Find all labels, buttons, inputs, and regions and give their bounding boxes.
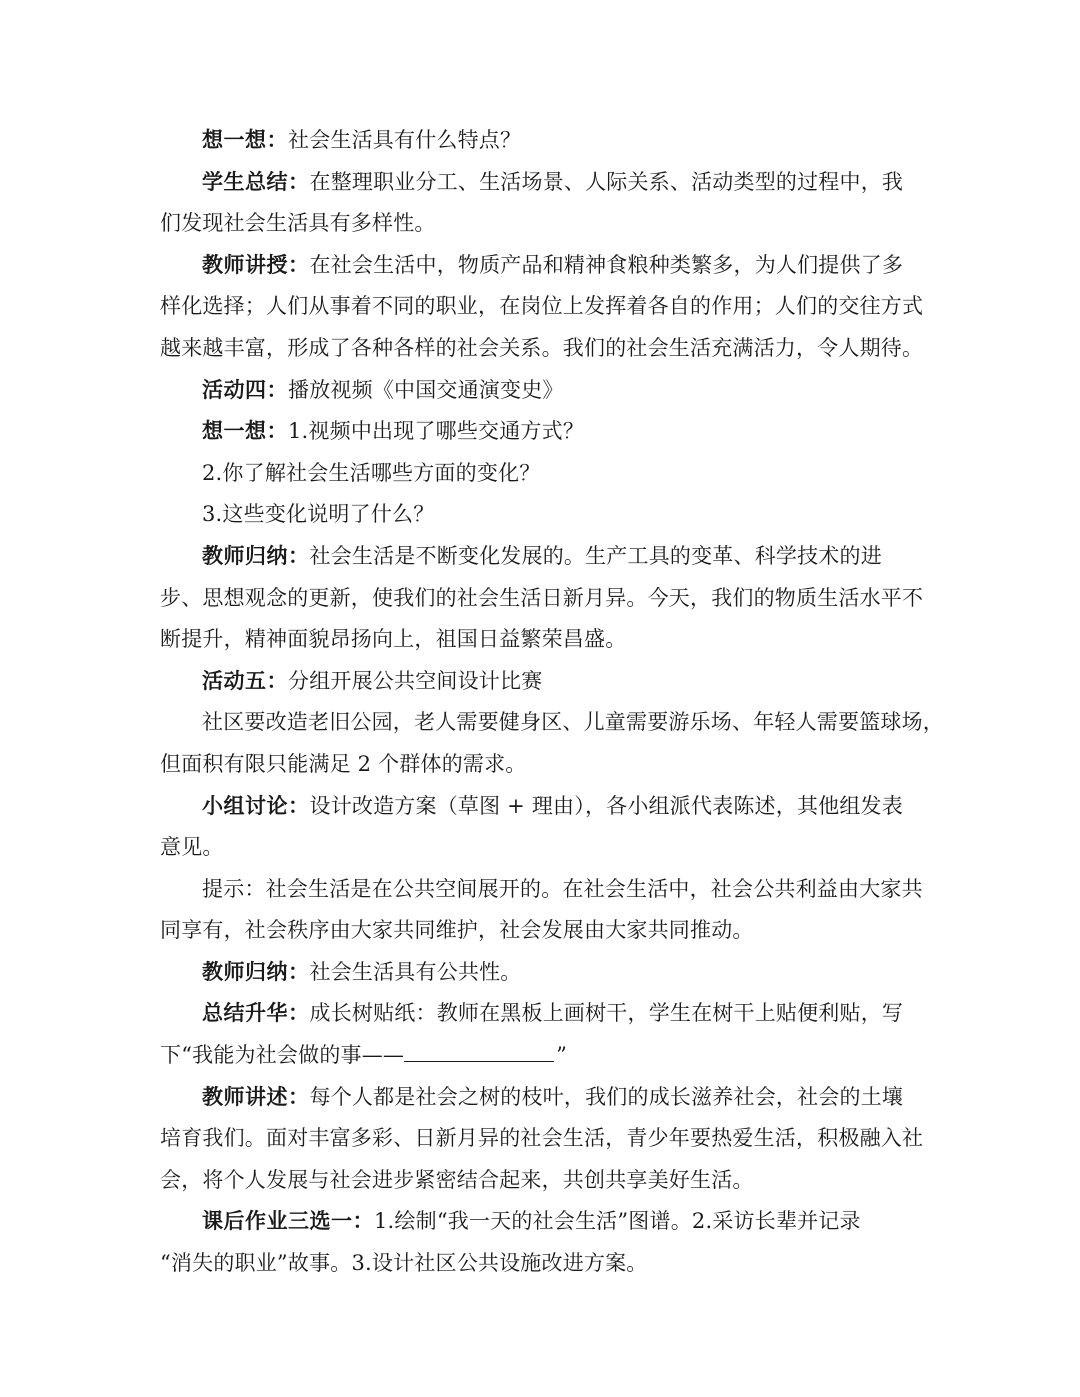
line-text: 越来越丰富，形成了各种各样的社会关系。我们的社会生活充满活力，令人期待。 xyxy=(160,335,924,360)
paragraph-line xyxy=(160,661,940,703)
line-text: 步、思想观念的更新，使我们的社会生活日新月异。今天，我们的物质生活水平不 xyxy=(160,585,924,610)
paragraph-line xyxy=(160,952,940,994)
paragraph-line xyxy=(160,328,940,370)
paragraph-line xyxy=(160,1243,940,1285)
paragraph-line xyxy=(160,1160,940,1202)
line-text: 成长树贴纸：教师在黑板上画树干，学生在树干上贴便利贴，写 xyxy=(309,1001,904,1026)
line-text: 每个人都是社会之树的枝叶，我们的成长滋养社会，社会的土壤 xyxy=(309,1084,904,1109)
section-label: 小组讨论： xyxy=(202,793,310,818)
section-label: 活动五： xyxy=(202,668,288,693)
line-text: 社会生活具有公共性。 xyxy=(309,959,522,984)
paragraph-line xyxy=(160,245,940,287)
section-label: 总结升华： xyxy=(202,1001,310,1026)
line-text: 培育我们。面对丰富多彩、日新月异的社会生活，青少年要热爱生活，积极融入社 xyxy=(160,1126,924,1151)
paragraph-line xyxy=(160,162,940,204)
line-text: 1.视频中出现了哪些交通方式？ xyxy=(288,419,585,444)
section-label: 课后作业三选一： xyxy=(202,1209,374,1234)
line-text: 播放视频《中国交通演变史》 xyxy=(288,377,564,402)
line-text: 分组开展公共空间设计比赛 xyxy=(288,668,543,693)
line-text: 在整理职业分工、生活场景、人际关系、活动类型的过程中，我 xyxy=(309,169,904,194)
paragraph-line xyxy=(160,453,940,495)
line-text: “消失的职业”故事。3.设计社区公共设施改进方案。 xyxy=(160,1251,648,1276)
paragraph-line xyxy=(160,910,940,952)
line-text: 社会生活具有什么特点？ xyxy=(288,128,522,152)
paragraph-line xyxy=(160,702,944,744)
paragraph-line xyxy=(160,786,940,828)
paragraph-line xyxy=(160,370,940,412)
paragraph-line xyxy=(160,286,940,328)
section-label: 教师归纳： xyxy=(202,543,310,568)
section-label: 教师讲授： xyxy=(202,252,310,277)
line-text: 社区要改造老旧公园，老人需要健身区、儿童需要游乐场、年轻人需要篮球场， xyxy=(202,710,944,735)
paragraph-line xyxy=(160,203,940,245)
line-text: 在社会生活中，物质产品和精神食粮种类繁多，为人们提供了多 xyxy=(309,252,904,277)
paragraph-line xyxy=(160,120,940,162)
document-page xyxy=(160,120,944,1285)
line-text: 2.你了解社会生活哪些方面的变化？ xyxy=(202,460,541,485)
section-label: 教师讲述： xyxy=(202,1084,310,1109)
closing-quote: ” xyxy=(556,1043,568,1068)
paragraph-line xyxy=(160,744,940,786)
line-text: 会，将个人发展与社会进步紧密结合起来，共创共享美好生活。 xyxy=(160,1167,754,1192)
paragraph-line xyxy=(160,411,940,453)
section-label: 活动四： xyxy=(202,377,288,402)
paragraph-line xyxy=(160,1201,940,1243)
line-text: 样化选择；人们从事着不同的职业，在岗位上发挥着各自的作用；人们的交往方式 xyxy=(160,294,924,319)
paragraph-line xyxy=(160,536,940,578)
paragraph-line xyxy=(160,1118,940,1160)
section-label: 想一想： xyxy=(202,419,288,444)
line-text: 们发现社会生活具有多样性。 xyxy=(160,211,436,236)
line-text: 断提升，精神面貌昂扬向上，祖国日益繁荣昌盛。 xyxy=(160,627,627,652)
section-label: 学生总结： xyxy=(202,169,310,194)
paragraph-line xyxy=(160,578,940,620)
section-label: 教师归纳： xyxy=(202,959,310,984)
line-text: 3.这些变化说明了什么？ xyxy=(202,502,435,527)
section-label: 想一想： xyxy=(202,128,288,152)
line-text: 意见。 xyxy=(160,835,224,860)
paragraph-line xyxy=(160,993,940,1035)
paragraph-line xyxy=(160,619,940,661)
paragraph-line xyxy=(160,869,940,911)
line-text: 1.绘制“我一天的社会生活”图谱。2.采访长辈并记录 xyxy=(374,1209,861,1234)
line-text: 社会生活是不断变化发展的。生产工具的变革、科学技术的进 xyxy=(309,543,882,568)
paragraph-line xyxy=(160,1035,940,1077)
line-text: 但面积有限只能满足 2 个群体的需求。 xyxy=(160,751,527,776)
line-text: 同享有，社会秩序由大家共同维护，社会发展由大家共同推动。 xyxy=(160,918,754,943)
paragraph-line xyxy=(160,827,940,869)
line-text: 下“我能为社会做的事—— xyxy=(160,1043,405,1068)
paragraph-line xyxy=(160,494,940,536)
paragraph-line xyxy=(160,1077,940,1119)
line-text: 提示：社会生活是在公共空间展开的。在社会生活中，社会公共利益由大家共 xyxy=(202,876,923,901)
fill-in-blank xyxy=(404,1039,554,1062)
line-text: 设计改造方案（草图 + 理由），各小组派代表陈述，其他组发表 xyxy=(309,793,903,818)
